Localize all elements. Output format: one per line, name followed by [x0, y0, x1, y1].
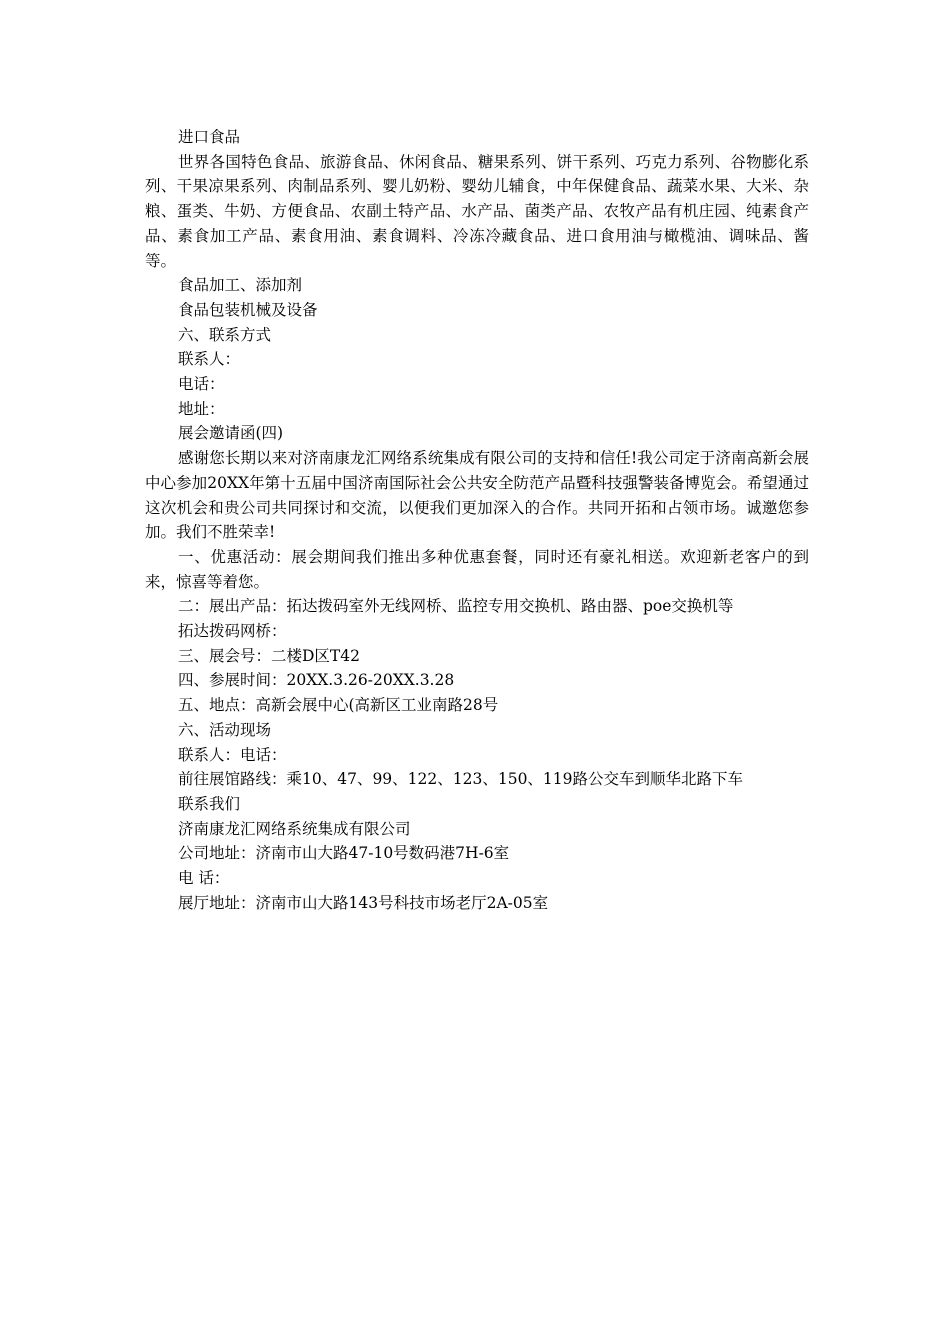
products-paragraph: 二：展出产品：拓达拨码室外无线网桥、监控专用交换机、路由器、poe交换机等 — [178, 597, 734, 616]
paragraph-food-processing: 食品加工、添加剂 — [178, 276, 303, 295]
location-line: 五、地点：高新会展中心(高新区工业南路28号 — [178, 696, 499, 715]
invitation-title: 展会邀请函(四) — [178, 424, 284, 443]
promotion-paragraph: 一、优惠活动：展会期间我们推出多种优惠套餐，同时还有豪礼相送。欢迎新老客户的到来，惊喜等着您。 — [145, 547, 809, 591]
exhibition-time-line: 四、参展时间：20XX.3.26-20XX.3.28 — [178, 671, 455, 690]
company-name-line: 济南康龙汇网络系统集成有限公司 — [178, 819, 411, 838]
onsite-activity-heading: 六、活动现场 — [178, 720, 272, 739]
paragraph-imported-food-heading: 进口食品 — [178, 128, 241, 146]
onsite-contact-line: 联系人：电话： — [178, 745, 287, 764]
paragraph-food-categories: 世界各国特色食品、旅游食品、休闲食品、糖果系列、饼干系列、巧克力系列、谷物膨化系列、干果凉果系列、肉制品系列、婴儿奶粉、婴幼儿辅食，中年保健食品、蔬菜水果、大米、杂粮、蛋类、牛奶、方便食品、农副土特产品、水产品、菌类产品、农牧产品有机庄园、纯素食产品、素食加工产品、素食用油、素食调料、冷冻冷藏食品、进口食用油与橄榄油、调味品、酱等。 — [145, 152, 809, 270]
document-body — [145, 125, 809, 916]
route-line: 前往展馆路线：乘10、47、99、122、123、150、119路公交车到顺华北路下车 — [178, 770, 744, 789]
company-phone-line: 电 话： — [178, 869, 230, 888]
booth-number-line: 三、展会号：二楼D区T42 — [178, 646, 360, 665]
contact-address-line: 地址： — [178, 399, 225, 418]
bridge-heading: 拓达拨码网桥： — [178, 622, 287, 641]
company-address-line: 公司地址：济南市山大路47-10号数码港7H-6室 — [178, 844, 510, 863]
invitation-intro: 感谢您长期以来对济南康龙汇网络系统集成有限公司的支持和信任!我公司定于济南高新会展中心参加20XX年第十五届中国济南国际社会公共安全防范产品暨科技强警装备博览会。希望通过这次机会和贵公司共同探讨和交流，以便我们更加深入的合作。共同开拓和占领市场。诚邀您参加。我们不胜荣幸! — [145, 449, 809, 542]
showroom-address-line: 展厅地址：济南市山大路143号科技市场老厅2A-05室 — [178, 893, 549, 912]
contact-phone-line: 电话： — [178, 375, 225, 394]
section-heading-contact: 六、联系方式 — [178, 325, 272, 344]
paragraph-packaging-machinery: 食品包装机械及设备 — [178, 300, 318, 319]
contact-person-line: 联系人： — [178, 350, 241, 369]
contact-us-heading: 联系我们 — [178, 794, 241, 813]
